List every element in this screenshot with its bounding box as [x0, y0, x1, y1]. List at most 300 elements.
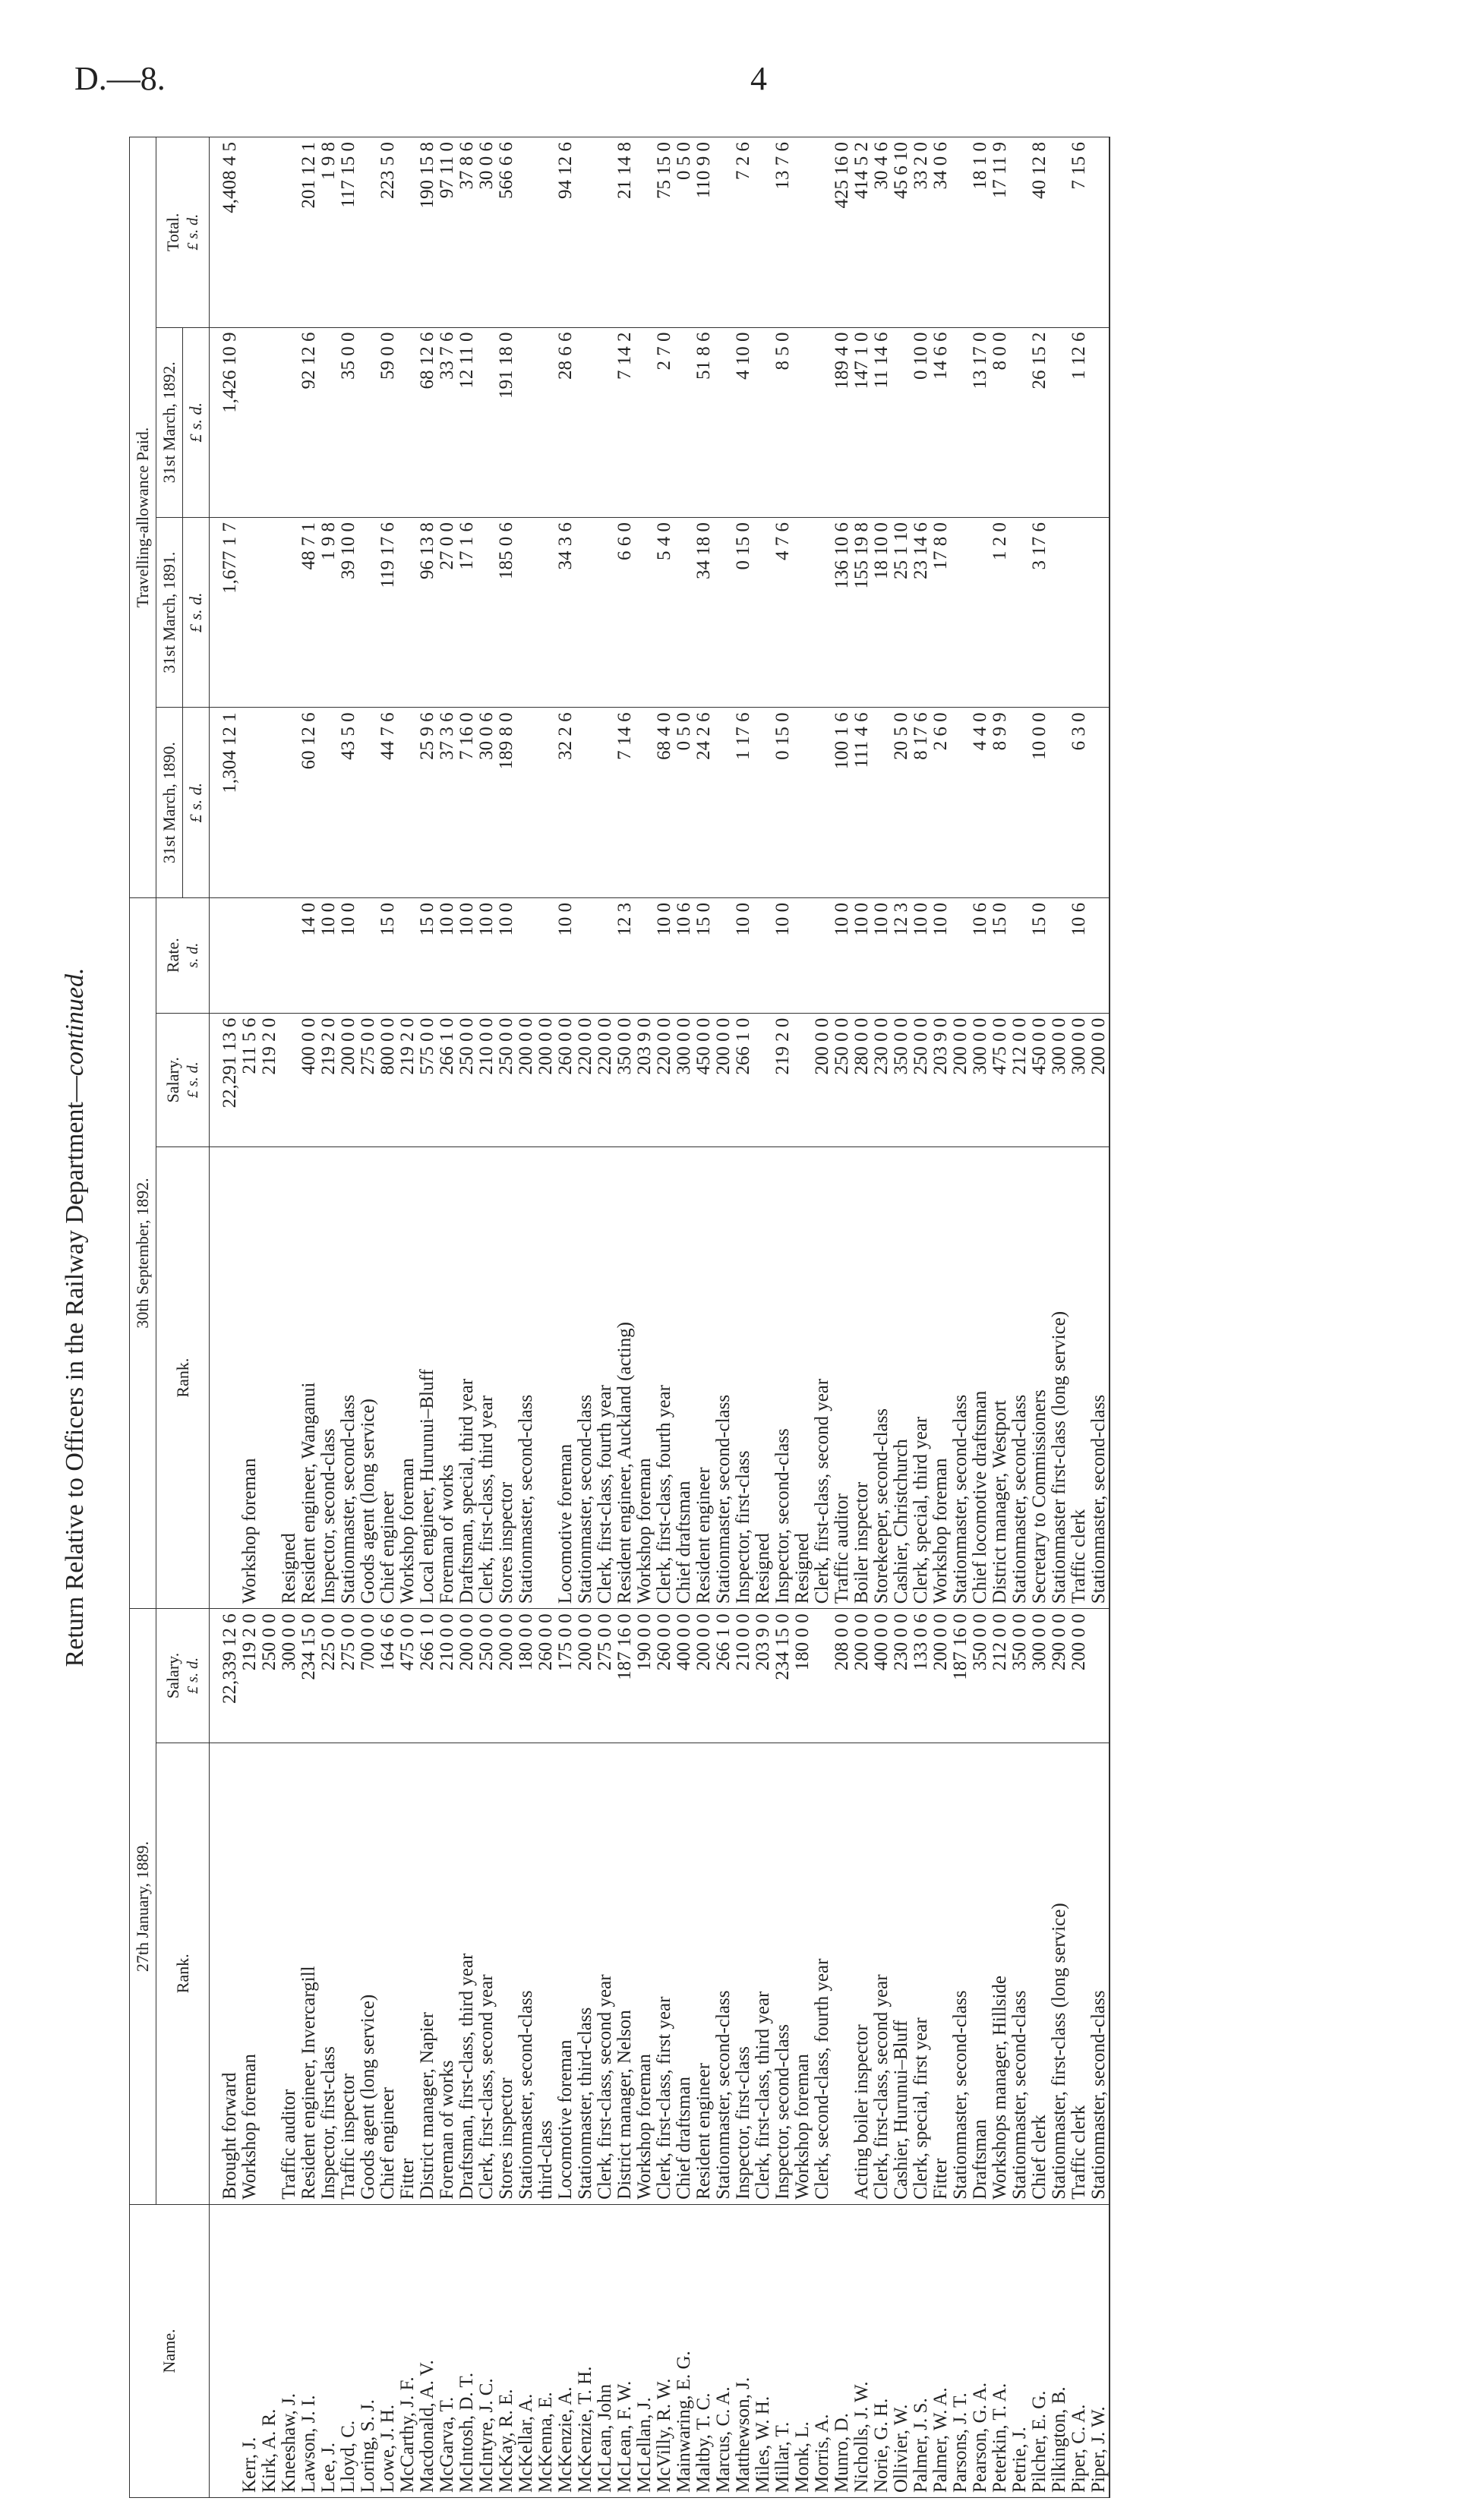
- cell-rank-1892: Workshop foreman: [635, 1146, 655, 1608]
- cell-name: McCarthy, J. F.: [398, 2204, 418, 2497]
- cell-total: 110 9 0: [694, 137, 714, 328]
- cell-rank-1889: Stationmaster, second-class: [516, 1743, 536, 2204]
- page-header: [67, 59, 1404, 105]
- table-row: [1089, 137, 1110, 2498]
- cell-rate: 10 0: [556, 897, 576, 1013]
- cell-travel-1890: [398, 708, 418, 897]
- cell-salary-1892: 575 0 0: [418, 1013, 437, 1146]
- page-number: 4: [750, 60, 767, 97]
- cell-rank-1889: Chief engineer: [378, 1743, 398, 2204]
- table-title: [61, 137, 90, 2498]
- cell-name: Loring, S. J.: [358, 2204, 378, 2497]
- title-suffix: continued.: [61, 967, 89, 1077]
- cell-rank-1892: Resident engineer: [694, 1146, 714, 1608]
- cell-total: 414 5 2: [852, 137, 872, 328]
- cell-salary-1889: 133 0 6: [911, 1609, 931, 1743]
- cell-total: [1010, 137, 1030, 328]
- cell-total: [260, 137, 279, 328]
- table-row: [240, 137, 260, 2498]
- cell-salary-1889: 180 0 0: [516, 1609, 536, 1743]
- cell-travel-1892: 8 0 0: [990, 327, 1010, 517]
- cell-travel-1892: 14 6 6: [931, 327, 951, 517]
- cell-total: [536, 137, 556, 328]
- cell-rate: [635, 897, 655, 1013]
- cell-rate: 15 0: [418, 897, 437, 1013]
- cell-rank-1889: Goods agent (long service): [358, 1743, 378, 2204]
- cell-rate: 10 6: [971, 897, 990, 1013]
- cell-rank-1889: Locomotive foreman: [556, 1743, 576, 2204]
- cell-rate: 10 0: [655, 897, 674, 1013]
- cell-total: 425 16 0: [832, 137, 852, 328]
- document-code: D.—8.: [74, 60, 166, 97]
- rate-label: Rate.: [163, 938, 182, 973]
- cell-travel-1892: [398, 327, 418, 517]
- cell-rate: [1050, 897, 1069, 1013]
- cell-rate: 15 0: [694, 897, 714, 1013]
- cell-name: McKenna, E.: [536, 2204, 556, 2497]
- cell-total: 40 12 8: [1030, 137, 1050, 328]
- cell-total: 13 7 6: [773, 137, 793, 328]
- cell-rate: [358, 897, 378, 1013]
- cell-travel-1890: 25 9 6: [418, 708, 437, 897]
- cell-travel-1891: 4 7 6: [773, 517, 793, 707]
- cell-salary-1892: 200 0 0: [813, 1013, 832, 1146]
- col-group-1889: 27th January, 1889.: [130, 1609, 156, 2205]
- cell-travel-1891: [1010, 517, 1030, 707]
- cell-travel-1890: [753, 708, 773, 897]
- table-row: [694, 137, 714, 2498]
- cell-travel-1892: [595, 327, 615, 517]
- cell-rank-1892: Resigned: [753, 1146, 773, 1608]
- cell-travel-1892: [536, 327, 556, 517]
- cell-rank-1892: Resigned: [793, 1146, 813, 1608]
- cell-rank-1889: Chief draftsman: [674, 1743, 694, 2204]
- cell-travel-1892: [477, 327, 497, 517]
- cell-rank-1889: Clerk, first-class, second year: [477, 1743, 497, 2204]
- cell-salary-1892: 300 0 0: [1050, 1013, 1069, 1146]
- cell-salary-1889: 200 0 0: [694, 1609, 714, 1743]
- cell-travel-1890: 6 3 0: [1069, 708, 1089, 897]
- cell-rank-1889: Traffic auditor: [279, 1743, 299, 2204]
- cell-salary-1892: 450 0 0: [1030, 1013, 1050, 1146]
- cell-salary-1889: 200 0 0: [457, 1609, 477, 1743]
- cell-total: 34 0 6: [931, 137, 951, 328]
- cell-travel-1892: 35 0 0: [339, 327, 358, 517]
- cell-travel-1892: 59 0 0: [378, 327, 398, 517]
- cell-travel-1891: [595, 517, 615, 707]
- cell-total: [714, 137, 734, 328]
- cell-salary-1892: 300 0 0: [971, 1013, 990, 1146]
- cell-travel-1890: 0 15 0: [773, 708, 793, 897]
- cell-name: McLean, John: [595, 2204, 615, 2497]
- cell-rank-1892: Cashier, Christchurch: [892, 1146, 911, 1608]
- cell-total: 30 0 6: [477, 137, 497, 328]
- cell-rank-1892: Resident engineer, Wanganui: [299, 1146, 319, 1608]
- cell-salary-1892: 210 0 0: [477, 1013, 497, 1146]
- cell-travel-1891: 39 10 0: [339, 517, 358, 707]
- cell-salary-1889: [1089, 1609, 1110, 1743]
- cell-travel-1891: 1 2 0: [990, 517, 1010, 707]
- cell-name: Marcus, C. A.: [714, 2204, 734, 2497]
- cell-travel-1892: [674, 327, 694, 517]
- cell-travel-1892: 28 6 6: [556, 327, 576, 517]
- cell-rate: 10 0: [911, 897, 931, 1013]
- cell-salary-1892: 220 0 0: [595, 1013, 615, 1146]
- cell-travel-1891: 34 3 6: [556, 517, 576, 707]
- cell-total: 7 15 6: [1069, 137, 1089, 328]
- cell-salary-1889: 350 0 0: [1010, 1609, 1030, 1743]
- cell-travel-1890: [813, 708, 832, 897]
- cell-travel-1891: [793, 517, 813, 707]
- cell-total: [240, 137, 260, 328]
- cell-rate: 10 0: [734, 897, 753, 1013]
- cell-name: McKellar, A.: [516, 2204, 536, 2497]
- cell-rank-1892: Clerk, special, third year: [911, 1146, 931, 1608]
- cell-salary-1892: 250 0 0: [832, 1013, 852, 1146]
- cell-travel-1891: [714, 517, 734, 707]
- cell-rate: 10 0: [457, 897, 477, 1013]
- cell-salary-1892: 200 0 0: [714, 1013, 734, 1146]
- cell-travel-1892: 2 7 0: [655, 327, 674, 517]
- cell-rank-1892: Draftsman, special, third year: [457, 1146, 477, 1608]
- cell-rate: 12 3: [892, 897, 911, 1013]
- table-row: [931, 137, 951, 2498]
- cell-travel-1892: 51 8 6: [694, 327, 714, 517]
- cell-rank-1889: Draftsman, first-class, third year: [457, 1743, 477, 2204]
- cell-travel-1890: 44 7 6: [378, 708, 398, 897]
- cell-travel-1892: [813, 327, 832, 517]
- cell-travel-1891: 1,677 1 7: [210, 517, 241, 707]
- cell-travel-1891: [260, 517, 279, 707]
- cell-name: Pearson, G. A.: [971, 2204, 990, 2497]
- cell-rank-1889: Stationmaster, third-class: [576, 1743, 595, 2204]
- lsd-head: £ s. d.: [184, 1657, 201, 1694]
- cell-name: Lawson, J. I.: [299, 2204, 319, 2497]
- cell-travel-1891: [398, 517, 418, 707]
- cell-name: Mainwaring, E. G.: [674, 2204, 694, 2497]
- cell-travel-1891: [576, 517, 595, 707]
- cell-rank-1892: Stationmaster, second-class: [714, 1146, 734, 1608]
- cell-rank-1889: Acting boiler inspector: [852, 1743, 872, 2204]
- total-label: Total.: [163, 213, 182, 251]
- cell-salary-1889: 219 2 0: [240, 1609, 260, 1743]
- cell-name: McLean, F. W.: [615, 2204, 635, 2497]
- table-body: [210, 137, 1110, 2498]
- col-name-header: Name.: [130, 2204, 210, 2497]
- cell-salary-1889: 212 0 0: [990, 1609, 1010, 1743]
- cell-salary-1892: 300 0 0: [1069, 1013, 1089, 1146]
- cell-salary-1889: 230 0 0: [892, 1609, 911, 1743]
- cell-rank-1892: Resigned: [279, 1146, 299, 1608]
- cell-travel-1892: [951, 327, 971, 517]
- cell-salary-1892: 400 0 0: [299, 1013, 319, 1146]
- table-row: [773, 137, 793, 2498]
- cell-rank-1892: Inspector, first-class: [734, 1146, 753, 1608]
- cell-travel-1891: [516, 517, 536, 707]
- cell-travel-1891: [674, 517, 694, 707]
- cell-name: Pilkington, B.: [1050, 2204, 1069, 2497]
- cell-travel-1890: [872, 708, 892, 897]
- lsd-head: £ s. d.: [184, 213, 201, 251]
- cell-salary-1889: 200 0 0: [852, 1609, 872, 1743]
- cell-rate: 10 0: [319, 897, 339, 1013]
- cell-total: [1050, 137, 1069, 328]
- cell-salary-1889: 700 0 0: [358, 1609, 378, 1743]
- cell-salary-1892: 220 0 0: [576, 1013, 595, 1146]
- cell-travel-1890: [536, 708, 556, 897]
- cell-travel-1892: [576, 327, 595, 517]
- cell-travel-1891: [813, 517, 832, 707]
- cell-salary-1889: 187 16 0: [951, 1609, 971, 1743]
- cell-travel-1890: [1010, 708, 1030, 897]
- col-total: [156, 137, 210, 328]
- cell-salary-1892: [279, 1013, 299, 1146]
- cell-salary-1889: 266 1 0: [418, 1609, 437, 1743]
- cell-travel-1891: [477, 517, 497, 707]
- cell-rank-1892: Chief locomotive draftsman: [971, 1146, 990, 1608]
- cell-rank-1889: Fitter: [398, 1743, 418, 2204]
- cell-name: Morris, A.: [813, 2204, 832, 2497]
- cell-salary-1892: 475 0 0: [990, 1013, 1010, 1146]
- cell-salary-1889: 210 0 0: [734, 1609, 753, 1743]
- cell-total: 75 15 0: [655, 137, 674, 328]
- cell-rank-1892: Workshop foreman: [240, 1146, 260, 1608]
- cell-travel-1891: 17 1 6: [457, 517, 477, 707]
- cell-travel-1891: [635, 517, 655, 707]
- cell-salary-1889: 300 0 0: [1030, 1609, 1050, 1743]
- cell-rank-1892: Locomotive foreman: [556, 1146, 576, 1608]
- cell-travel-1892: 1,426 10 9: [210, 327, 241, 517]
- cell-travel-1891: [951, 517, 971, 707]
- cell-name: Lowe, J. H.: [378, 2204, 398, 2497]
- cell-total: 190 15 8: [418, 137, 437, 328]
- cell-travel-1890: 111 4 6: [852, 708, 872, 897]
- cell-travel-1890: 0 5 0: [674, 708, 694, 897]
- cell-salary-1889: 250 0 0: [477, 1609, 497, 1743]
- cell-salary-1889: 175 0 0: [556, 1609, 576, 1743]
- cell-travel-1892: 26 15 2: [1030, 327, 1050, 517]
- cell-salary-1889: 260 0 0: [536, 1609, 556, 1743]
- table-row: [595, 137, 615, 2498]
- cell-salary-1892: 266 1 0: [734, 1013, 753, 1146]
- table-row: [911, 137, 931, 2498]
- cell-name: Matthewson, J.: [734, 2204, 753, 2497]
- cell-salary-1889: 400 0 0: [872, 1609, 892, 1743]
- cell-travel-1890: [576, 708, 595, 897]
- cell-salary-1889: 208 0 0: [832, 1609, 852, 1743]
- title-main: Return Relative to Officers in the Railway Department—: [61, 1076, 89, 1667]
- col-rank-1892: Rank.: [156, 1146, 210, 1608]
- cell-salary-1892: 300 0 0: [674, 1013, 694, 1146]
- cell-rank-1889: Clerk, first-class, second year: [595, 1743, 615, 2204]
- cell-salary-1889: 180 0 0: [793, 1609, 813, 1743]
- cell-name: Peterkin, T. A.: [990, 2204, 1010, 2497]
- cell-rate: 10 0: [497, 897, 516, 1013]
- col-salary-1889: [156, 1609, 210, 1743]
- cell-salary-1892: 200 0 0: [536, 1013, 556, 1146]
- lsd-head: £ s. d.: [184, 1061, 201, 1099]
- cell-rank-1889: Clerk, special, first year: [911, 1743, 931, 2204]
- cell-name: McKenzie, T. H.: [576, 2204, 595, 2497]
- cell-travel-1891: 119 17 6: [378, 517, 398, 707]
- cell-salary-1892: 350 0 0: [615, 1013, 635, 1146]
- cell-salary-1889: 290 0 0: [1050, 1609, 1069, 1743]
- cell-name: Nicholls, J. W.: [852, 2204, 872, 2497]
- cell-salary-1889: 225 0 0: [319, 1609, 339, 1743]
- cell-rank-1889: Clerk, first-class, third year: [753, 1743, 773, 2204]
- cell-total: 1 9 8: [319, 137, 339, 328]
- cell-rank-1889: District manager, Nelson: [615, 1743, 635, 2204]
- cell-total: 97 11 0: [437, 137, 457, 328]
- cell-travel-1890: [1089, 708, 1110, 897]
- cell-salary-1889: 234 15 0: [299, 1609, 319, 1743]
- cell-rank-1892: Local engineer, Hurunui–Bluff: [418, 1146, 437, 1608]
- table-row: [872, 137, 892, 2498]
- table-row: [260, 137, 279, 2498]
- cell-name: Maltby, T. C.: [694, 2204, 714, 2497]
- cell-travel-1892: 147 1 0: [852, 327, 872, 517]
- cell-total: 0 5 0: [674, 137, 694, 328]
- cell-salary-1892: 22,291 13 6: [210, 1013, 241, 1146]
- cell-rank-1892: Inspector, second-class: [773, 1146, 793, 1608]
- cell-rank-1892: [260, 1146, 279, 1608]
- cell-travel-1891: 17 8 0: [931, 517, 951, 707]
- cell-name: McIntyre, J. C.: [477, 2204, 497, 2497]
- cell-travel-1891: 0 15 0: [734, 517, 753, 707]
- cell-rate: [813, 897, 832, 1013]
- cell-rank-1889: third-class: [536, 1743, 556, 2204]
- cell-name: Ollivier, W.: [892, 2204, 911, 2497]
- lsd-head-1891: £ s. d.: [183, 517, 210, 707]
- cell-rate: [516, 897, 536, 1013]
- cell-salary-1892: 230 0 0: [872, 1013, 892, 1146]
- cell-salary-1889: 250 0 0: [260, 1609, 279, 1743]
- table-row: [477, 137, 497, 2498]
- cell-rank-1892: Clerk, first-class, third year: [477, 1146, 497, 1608]
- cell-rank-1892: Stationmaster, second-class: [1010, 1146, 1030, 1608]
- table-row: [753, 137, 773, 2498]
- table-row: [951, 137, 971, 2498]
- cell-salary-1892: 200 0 0: [339, 1013, 358, 1146]
- cell-salary-1892: [793, 1013, 813, 1146]
- cell-rate: 10 0: [773, 897, 793, 1013]
- cell-travel-1890: 32 2 6: [556, 708, 576, 897]
- cell-travel-1892: 13 17 0: [971, 327, 990, 517]
- cell-name: Macdonald, A. V.: [418, 2204, 437, 2497]
- cell-rank-1892: [536, 1146, 556, 1608]
- cell-rank-1892: Traffic auditor: [832, 1146, 852, 1608]
- cell-rank-1892: Clerk, first-class, fourth year: [595, 1146, 615, 1608]
- cell-rate: 10 0: [872, 897, 892, 1013]
- cell-rate: [210, 897, 241, 1013]
- cell-travel-1892: [319, 327, 339, 517]
- cell-rank-1889: Stationmaster, second-class: [1089, 1743, 1110, 2204]
- cell-rank-1889: Clerk, first-class, first year: [655, 1743, 674, 2204]
- cell-rank-1892: Clerk, first-class, fourth year: [655, 1146, 674, 1608]
- table-row: [971, 137, 990, 2498]
- cell-total: [951, 137, 971, 328]
- cell-rank-1889: Stationmaster, first-class (long service): [1050, 1743, 1069, 2204]
- cell-travel-1892: [892, 327, 911, 517]
- table-row: [852, 137, 872, 2498]
- cell-salary-1889: 203 9 0: [753, 1609, 773, 1743]
- cell-name: Norie, G. H.: [872, 2204, 892, 2497]
- cell-travel-1890: 10 0 0: [1030, 708, 1050, 897]
- cell-name: Kirk, A. R.: [260, 2204, 279, 2497]
- cell-salary-1892: 250 0 0: [497, 1013, 516, 1146]
- cell-travel-1891: 96 13 8: [418, 517, 437, 707]
- cell-travel-1891: 25 1 10: [892, 517, 911, 707]
- cell-rate: 10 0: [437, 897, 457, 1013]
- cell-salary-1889: 187 16 0: [615, 1609, 635, 1743]
- cell-salary-1889: 260 0 0: [655, 1609, 674, 1743]
- cell-rank-1892: Workshop foreman: [398, 1146, 418, 1608]
- cell-total: [1089, 137, 1110, 328]
- cell-salary-1889: 200 0 0: [1069, 1609, 1089, 1743]
- table-row: [990, 137, 1010, 2498]
- cell-travel-1892: [1010, 327, 1030, 517]
- cell-total: 17 11 9: [990, 137, 1010, 328]
- cell-total: [398, 137, 418, 328]
- cell-travel-1892: 189 4 0: [832, 327, 852, 517]
- cell-rank-1889: Workshop foreman: [635, 1743, 655, 2204]
- rotated-table-area: [61, 137, 1413, 2498]
- cell-name: Kerr, J.: [240, 2204, 260, 2497]
- cell-rank-1889: Workshop foreman: [240, 1743, 260, 2204]
- table-row: [497, 137, 516, 2498]
- cell-rate: [279, 897, 299, 1013]
- cell-rate: [951, 897, 971, 1013]
- cell-travel-1892: 12 11 0: [457, 327, 477, 517]
- cell-rate: 10 0: [931, 897, 951, 1013]
- cell-rate: 10 6: [1069, 897, 1089, 1013]
- table-row: [1030, 137, 1050, 2498]
- table-row: [813, 137, 832, 2498]
- table-row: [635, 137, 655, 2498]
- cell-travel-1892: 68 12 6: [418, 327, 437, 517]
- cell-salary-1889: 200 0 0: [931, 1609, 951, 1743]
- cell-rank-1889: Traffic inspector: [339, 1743, 358, 2204]
- table-row: [556, 137, 576, 2498]
- col-travel-1891: 31st March, 1891.: [156, 517, 183, 707]
- cell-rank-1892: Stores inspector: [497, 1146, 516, 1608]
- cell-travel-1892: [793, 327, 813, 517]
- cell-rank-1889: Chief clerk: [1030, 1743, 1050, 2204]
- cell-salary-1892: 350 0 0: [892, 1013, 911, 1146]
- cell-rank-1892: Stationmaster, second-class: [1089, 1146, 1110, 1608]
- cell-rank-1889: Workshops manager, Hillside: [990, 1743, 1010, 2204]
- cell-rank-1892: Boiler inspector: [852, 1146, 872, 1608]
- table-row: [299, 137, 319, 2498]
- cell-travel-1890: 2 6 0: [931, 708, 951, 897]
- cell-name: Millar, T.: [773, 2204, 793, 2497]
- cell-name: Palmer, J. S.: [911, 2204, 931, 2497]
- table-row: [358, 137, 378, 2498]
- cell-travel-1891: 185 0 6: [497, 517, 516, 707]
- cell-travel-1891: 136 10 6: [832, 517, 852, 707]
- cell-rank-1892: [210, 1146, 241, 1608]
- cell-name: Munro, D.: [832, 2204, 852, 2497]
- cell-travel-1890: [516, 708, 536, 897]
- cell-name: Kneeshaw, J.: [279, 2204, 299, 2497]
- cell-travel-1890: [793, 708, 813, 897]
- cell-rate: [536, 897, 556, 1013]
- cell-rate: 10 0: [852, 897, 872, 1013]
- cell-travel-1892: 0 10 0: [911, 327, 931, 517]
- cell-total: [516, 137, 536, 328]
- table-row: [437, 137, 457, 2498]
- cell-rank-1889: [260, 1743, 279, 2204]
